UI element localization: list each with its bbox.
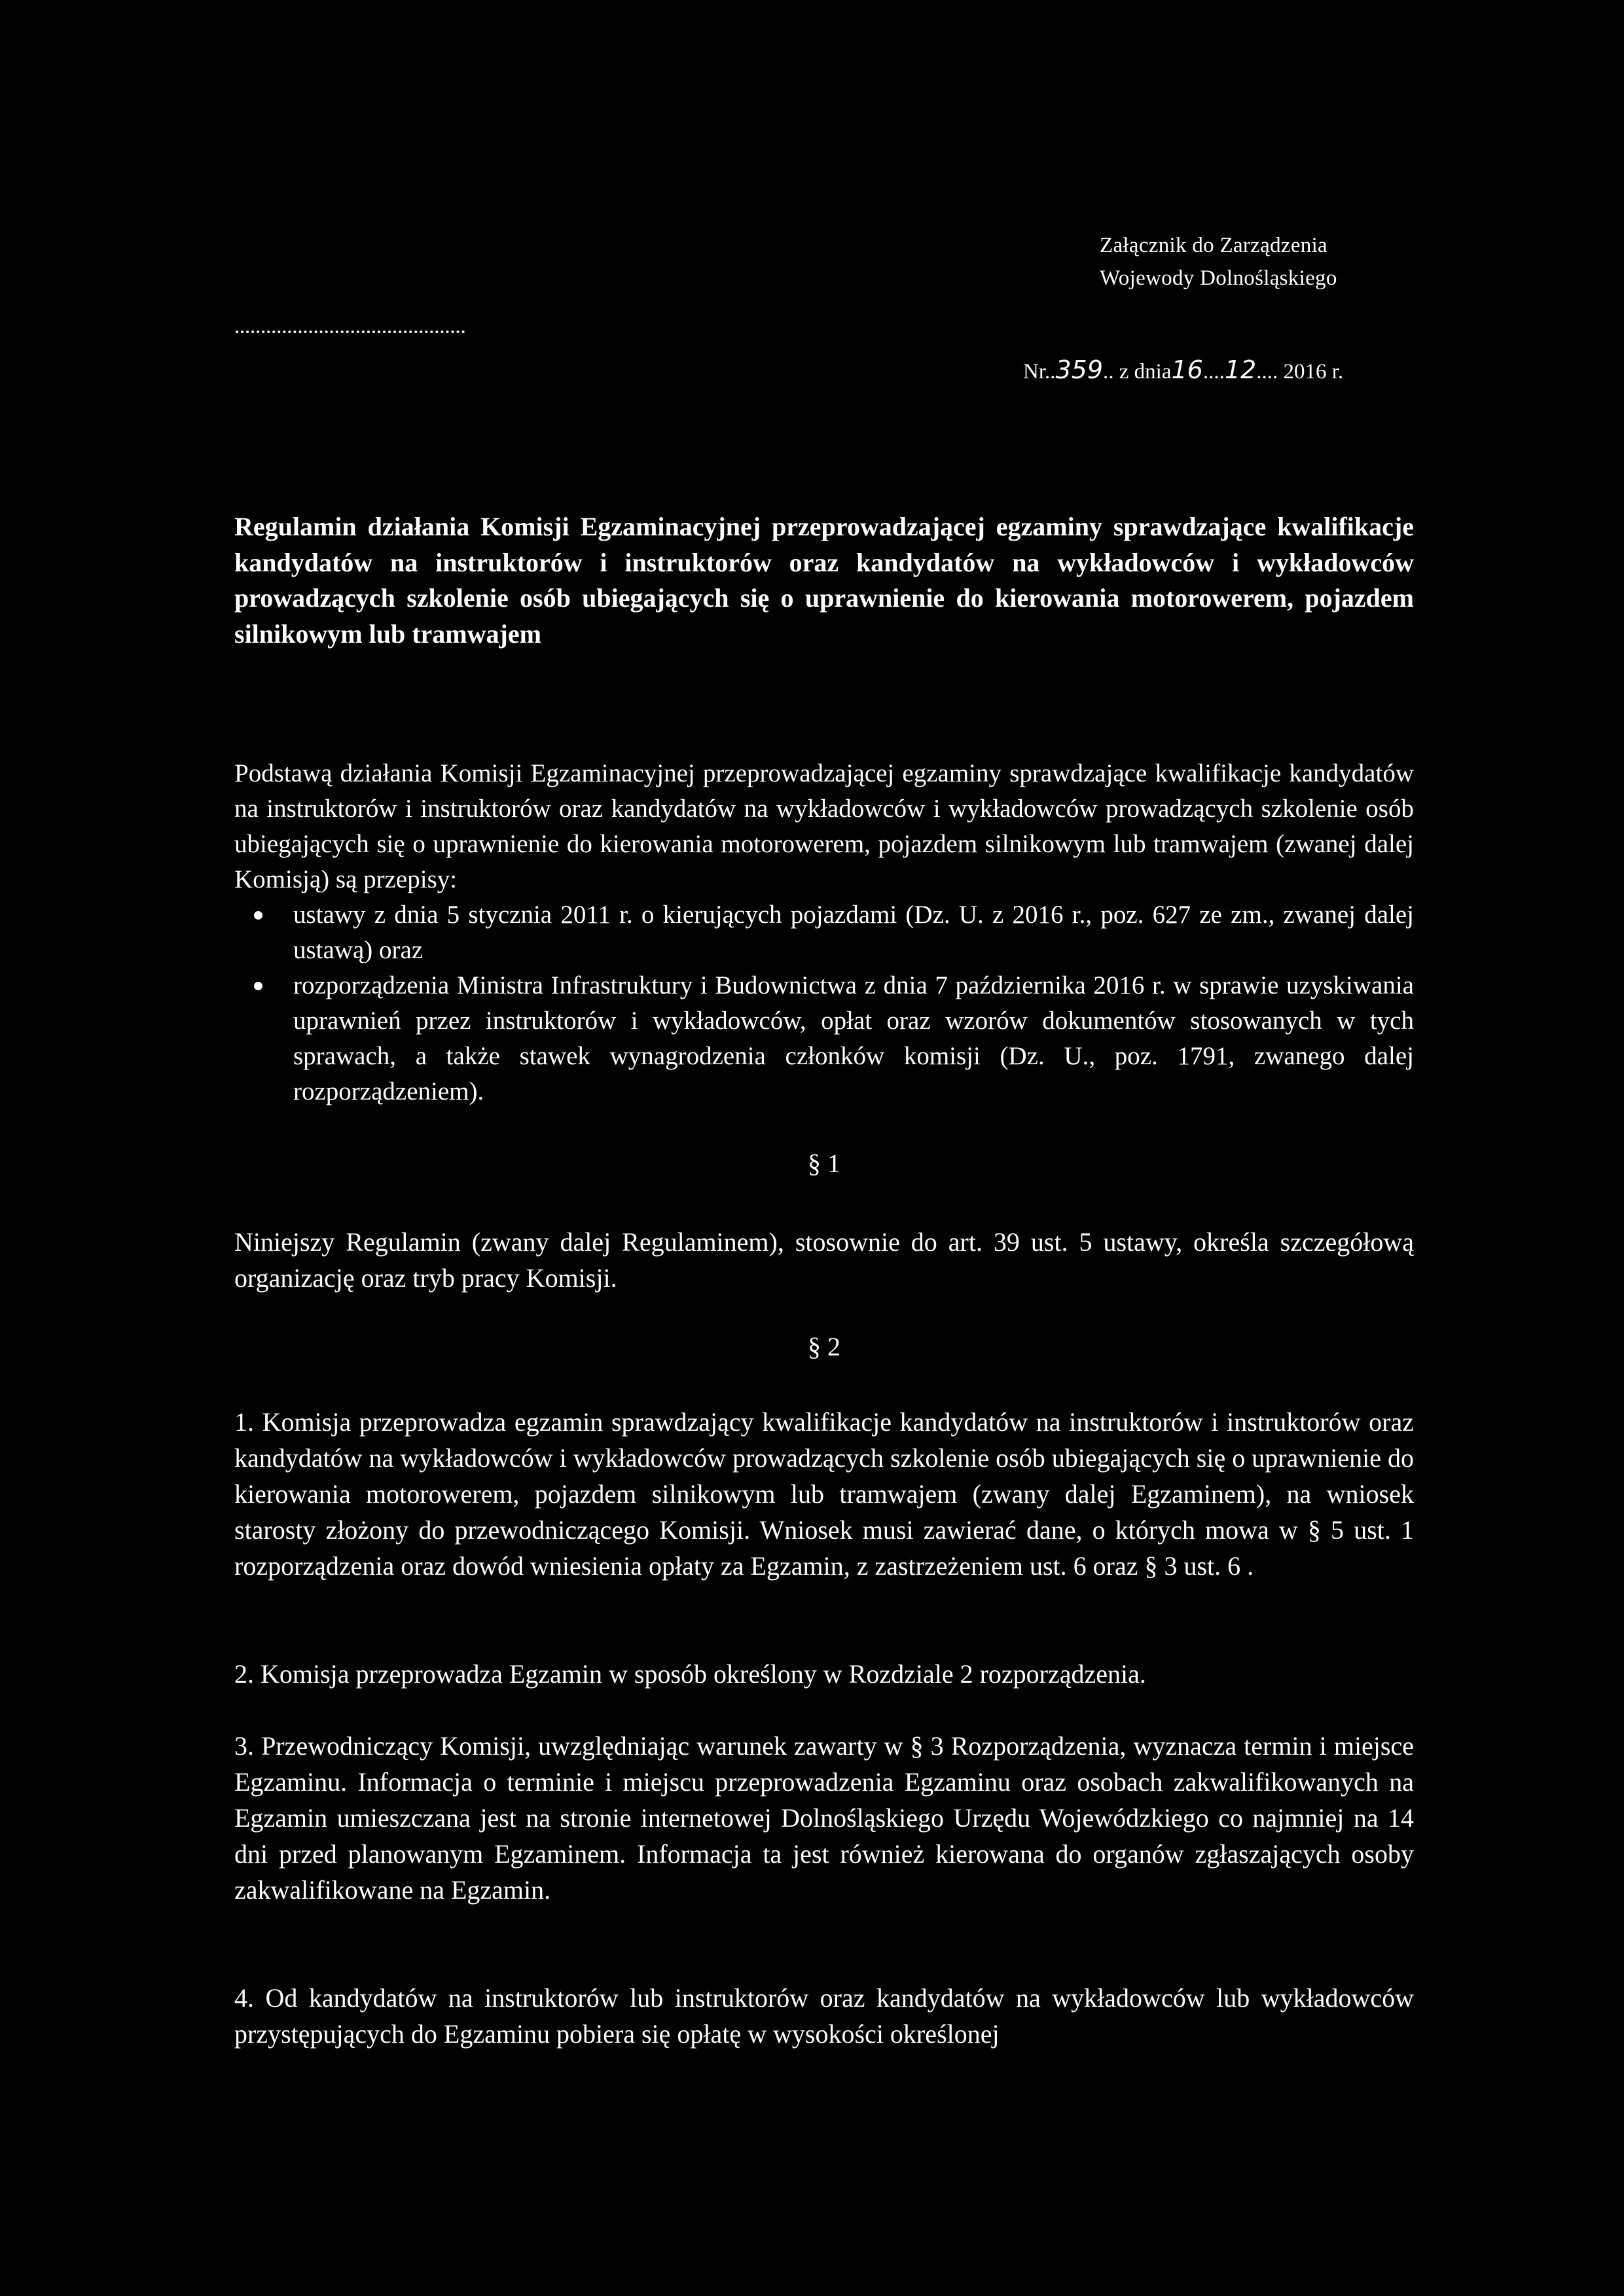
section-2-paragraph-4: 4. Od kandydatów na instruktorów lub instruktorów oraz kandydatów na wykładowców lub wykładowców przystępujących do Egzaminu pobiera się opłatę w wysokości określonej [234, 1983, 1414, 2049]
legal-basis-item [234, 968, 1414, 1109]
annex-line-2: Wojewody Dolnośląskiego [1100, 266, 1337, 290]
section-2-paragraph-1: 1. Komisja przeprowadza egzamin sprawdzający kwalifikacje kandydatów na instruktorów i instruktorów oraz kandydatów na wykładowców i wykładowców prowadzących szkolenie osób ubiegających się o uprawnienie do kierowania motorowerem, pojazdem silnikowym lub tramwajem (zwany dalej Egzaminem), na wniosek starosty złożony do przewodniczącego Komisji. Wniosek musi zawierać dane, o których mowa w § 5 ust. 1 rozporządzenia oraz dowód wniesienia opłaty za Egzamin, z zastrzeżeniem ust. 6 oraz § 3 ust. 6 . [234, 1407, 1414, 1581]
annex-header [1100, 229, 1337, 295]
legal-basis [234, 756, 1414, 1109]
nr-dots: .. [1103, 360, 1114, 384]
section-1-mark: § 1 [808, 1149, 840, 1178]
bullet-icon [254, 982, 262, 990]
section-1-text: Niniejszy Regulamin (zwany dalej Regulaminem), stosownie do art. 39 ust. 5 ustawy, określa szczegółową organizację oraz tryb pracy Komisji. [234, 1227, 1414, 1293]
document-title: Regulamin działania Komisji Egzaminacyjnej przeprowadzającej egzaminy sprawdzające kwalifikacje kandydatów na instruktorów i instruktorów oraz kandydatów na wykładowców i wykładowców prowadzących szkolenie osób ubiegających się o uprawnienie do kierowania motorowerem, pojazdem silnikowym lub tramwajem [234, 512, 1414, 649]
nr-prefix: Nr.. [1023, 360, 1056, 384]
bullet-icon [254, 911, 262, 920]
legal-basis-intro: Podstawą działania Komisji Egzaminacyjnej przeprowadzającej egzaminy sprawdzające kwalifikacje kandydatów na instruktorów i instruktorów oraz kandydatów na wykładowców i wykładowców prowadzących szkolenie osób ubiegających się o uprawnienie do kierowania motorowerem, pojazdem silnikowym lub tramwajem (zwanej dalej Komisją) są przepisy: [234, 759, 1414, 893]
legal-basis-item [234, 897, 1414, 968]
date-handwritten-month: 12 [1224, 355, 1257, 384]
section-2-mark: § 2 [808, 1332, 840, 1361]
legal-basis-item-text: rozporządzenia Ministra Infrastruktury i Budownictwa z dnia 7 października 2016 r. w sprawie uzyskiwania uprawnień przez instruktorów i wykładowców, opłat oraz wzorów dokumentów stosowanych w tych sprawach, a także stawek wynagrodzenia członków komisji (Dz. U., poz. 1791, zwanego dalej rozporządzeniem). [293, 971, 1414, 1105]
date-suffix: .... 2016 r. [1256, 360, 1344, 384]
legal-basis-item-text: ustawy z dnia 5 stycznia 2011 r. o kierujących pojazdami (Dz. U. z 2016 r., poz. 627 ze zm., zwanej dalej ustawą) oraz [293, 901, 1414, 964]
date-separator: .... [1202, 360, 1225, 384]
nr-handwritten-value: 359 [1055, 355, 1104, 384]
legal-basis-list [234, 897, 1414, 1109]
section-2-paragraph-2: 2. Komisja przeprowadza Egzamin w sposób określony w Rozdziale 2 rozporządzenia. [234, 1659, 1146, 1689]
section-2-paragraph-3: 3. Przewodniczący Komisji, uwzględniając warunek zawarty w § 3 Rozporządzenia, wyznacza termin i miejsce Egzaminu. Informacja o terminie i miejscu przeprowadzenia Egzaminu oraz osobach zakwalifikowanych na Egzamin umieszczana jest na stronie internetowej Dolnośląskiego Urzędu Wojewódzkiego co najmniej na 14 dni przed planowanym Egzaminem. Informacja ta jest również kierowana do organów zgłaszających osoby zakwalifikowane na Egzamin. [234, 1731, 1414, 1905]
date-prefix: z dnia [1113, 360, 1172, 384]
signature-dotted-line [236, 331, 465, 333]
annex-line-1: Załącznik do Zarządzenia [1100, 234, 1327, 257]
date-handwritten-day: 16 [1171, 355, 1203, 384]
regulation-number-line [1023, 353, 1343, 388]
